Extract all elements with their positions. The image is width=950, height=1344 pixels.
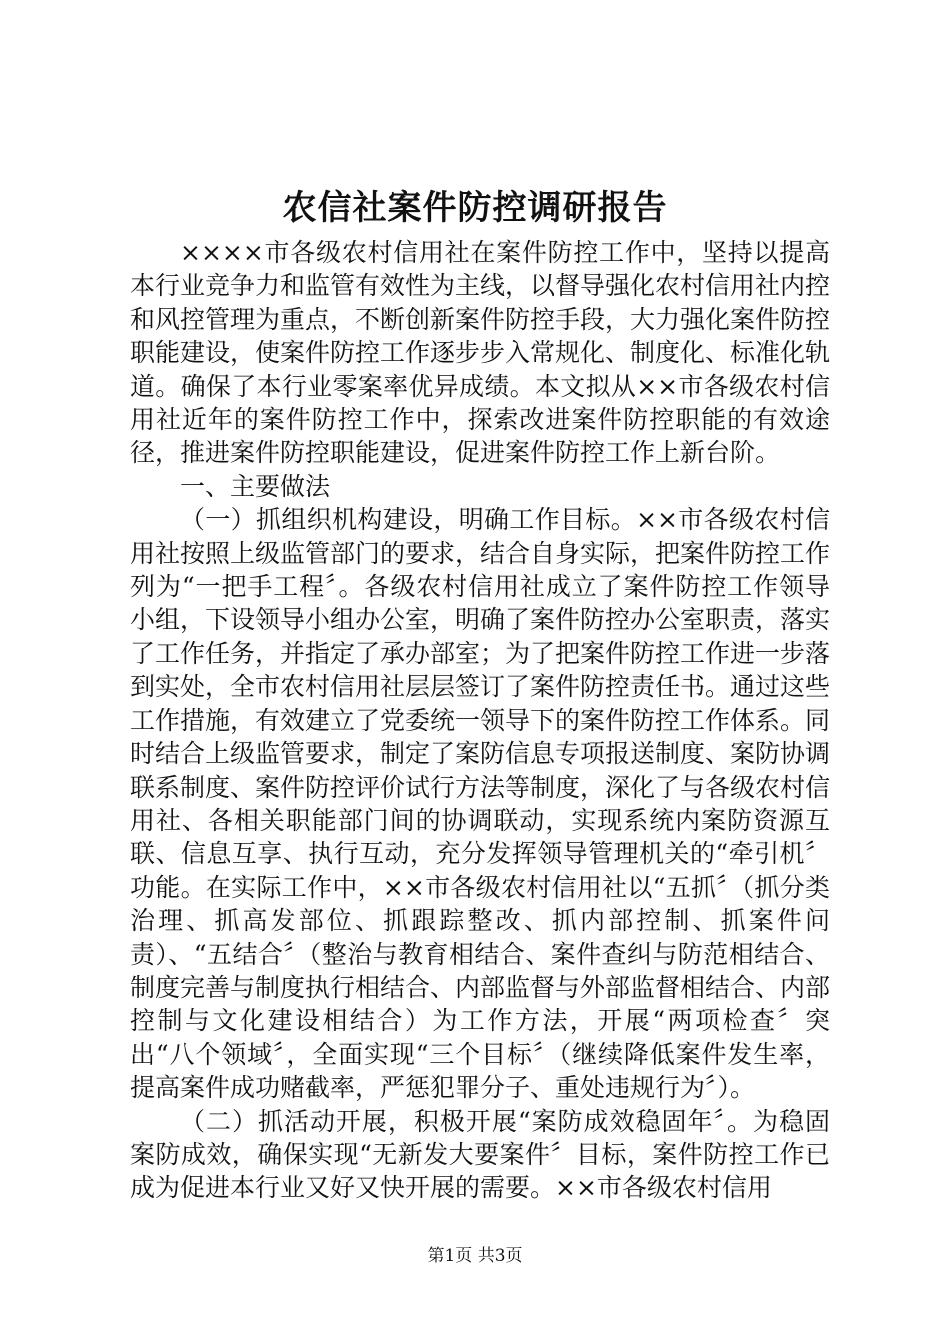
section-heading-main-practices: 一、主要做法 — [180, 471, 331, 501]
document-body — [130, 236, 830, 1205]
intro-paragraph: ××××市各级农村信用社在案件防控工作中，坚持以提高本行业竞争力和监管有效性为主线，以督导强化农村信用社内控和风控管理为重点，不断创新案件防控手段，大力强化案件防控职能建设，使案件防控工作逐步步入常规化、制度化、标准化轨道。确保了本行业零案率优异成绩。本文拟从××市各级农村信用社近年的案件防控工作中，探索改进案件防控职能的有效途径，推进案件防控职能建设，促进案件防控工作上新台阶。 — [130, 238, 831, 468]
page-number-footer: 第1页 共3页 — [427, 1246, 523, 1266]
paragraph-organization-building: （一）抓组织机构建设，明确工作目标。××市各级农村信用社按照上级监管部门的要求，结合自身实际，把案件防控工作列为“一把手工程〞。各级农村信用社成立了案件防控工作领导小组，下设领导小组办公室，明确了案件防控办公室职责，落实了工作任务，并指定了承办部室；为了把案件防控工作进一步落到实处，全市农村信用社层层签订了案件防控责任书。通过这些工作措施，有效建立了党委统一领导下的案件防控工作体系。同时结合上级监管要求，制定了案防信息专项报送制度、案防协调联系制度、案件防控评价试行方法等制度，深化了与各级农村信用社、各相关职能部门间的协调联动，实现系统内案防资源互联、信息互享、执行互动，充分发挥领导管理机关的“牵引机〞功能。在实际工作中，××市各级农村信用社以“五抓〞（抓分类治理、抓高发部位、抓跟踪整改、抓内部控制、抓案件问责）、“五结合〞（整治与教育相结合、案件查纠与防范相结合、制度完善与制度执行相结合、内部监督与外部监督相结合、内部控制与文化建设相结合）为工作方法，开展“两项检查〞突出“八个领域〞，全面实现“三个目标〞（继续降低案件发生率，提高案件成功赌截率，严惩犯罪分子、重处违规行为〞）。 — [130, 505, 831, 1103]
paragraph-activity-development: （二）抓活动开展，积极开展“案防成效稳固年〞。为稳固案防成效，确保实现“无新发大要案件〞目标，案件防控工作已成为促进本行业又好又快开展的需要。××市各级农村信用 — [130, 1106, 830, 1203]
document-title: 农信社案件防控调研报告 — [282, 188, 668, 228]
